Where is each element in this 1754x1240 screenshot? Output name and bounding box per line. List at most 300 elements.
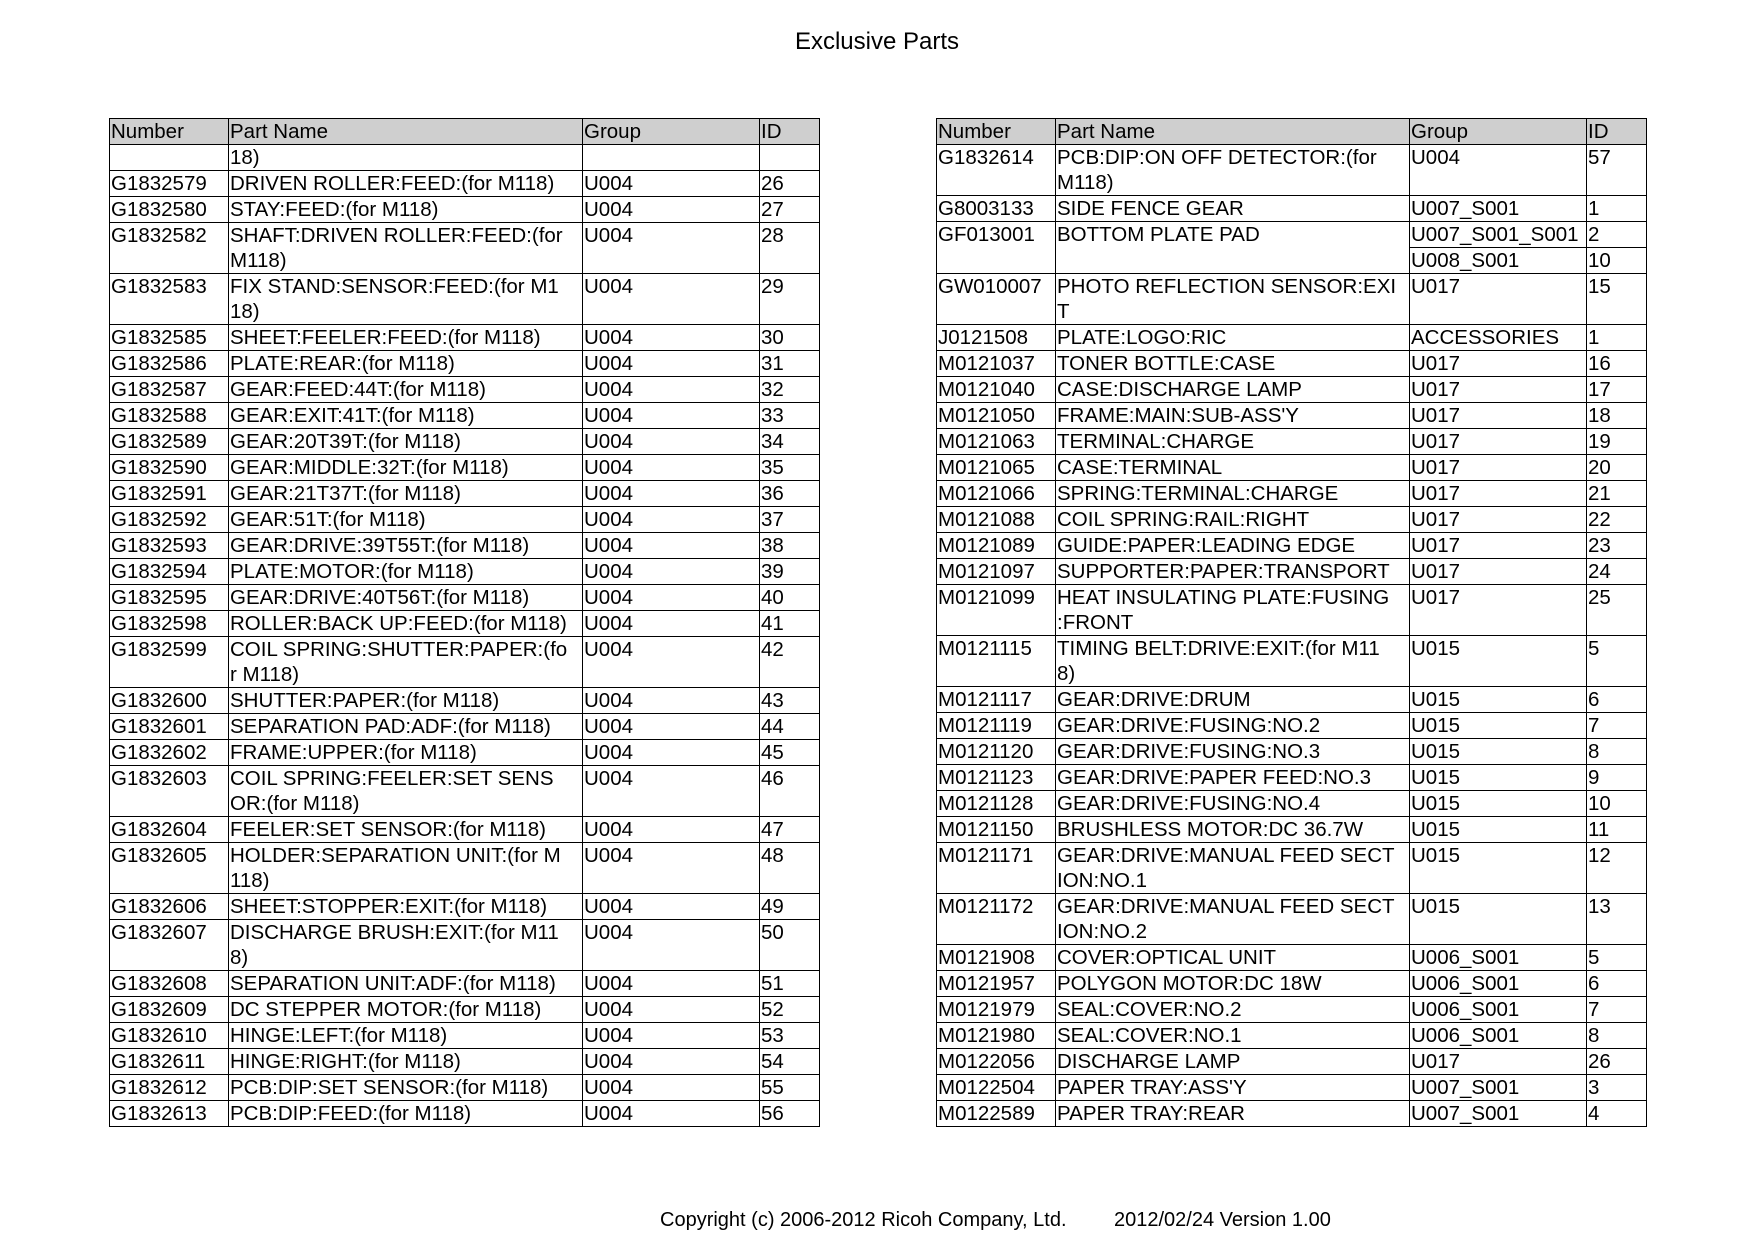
cell-number: G1832613 [110,1101,229,1127]
cell-number: M0121128 [937,791,1056,817]
cell-group: U004 [583,171,760,197]
table-row [110,377,820,403]
cell-id [760,145,820,171]
cell-group: U017 [1410,559,1587,585]
cell-part-name: FRAME:UPPER:(for M118) [229,740,583,766]
cell-part-name: SHAFT:DRIVEN ROLLER:FEED:(for M118) [229,223,583,274]
cell-id: 38 [760,533,820,559]
cell-id: 52 [760,997,820,1023]
cell-id: 11 [1587,817,1647,843]
cell-part-name: FIX STAND:SENSOR:FEED:(for M1 18) [229,274,583,325]
cell-id: 22 [1587,507,1647,533]
cell-id: 20 [1587,455,1647,481]
cell-id: 30 [760,325,820,351]
cell-group: U004 [583,274,760,325]
cell-id: 8 [1587,1023,1647,1049]
cell-part-name: PAPER TRAY:ASS'Y [1056,1075,1410,1101]
cell-id: 56 [760,1101,820,1127]
cell-id: 6 [1587,971,1647,997]
cell-part-name: COIL SPRING:FEELER:SET SENS OR:(for M118) [229,766,583,817]
cell-part-name: GEAR:DRIVE:MANUAL FEED SECT ION:NO.1 [1056,843,1410,894]
cell-id: 8 [1587,739,1647,765]
cell-group: U004 [583,377,760,403]
column-header-part-name: Part Name [229,119,583,145]
cell-id: 34 [760,429,820,455]
table-row [937,325,1647,351]
cell-number: M0121050 [937,403,1056,429]
cell-number: G1832580 [110,197,229,223]
cell-group: U007_S001_S001 [1410,222,1587,248]
cell-group: U006_S001 [1410,945,1587,971]
cell-part-name: GEAR:DRIVE:PAPER FEED:NO.3 [1056,765,1410,791]
cell-part-name: GEAR:DRIVE:FUSING:NO.2 [1056,713,1410,739]
cell-part-name: HOLDER:SEPARATION UNIT:(for M 118) [229,843,583,894]
cell-part-name: BRUSHLESS MOTOR:DC 36.7W [1056,817,1410,843]
cell-number: G1832592 [110,507,229,533]
cell-part-name: CASE:TERMINAL [1056,455,1410,481]
cell-number: G1832588 [110,403,229,429]
cell-number: G1832593 [110,533,229,559]
cell-group: U004 [583,585,760,611]
cell-id: 9 [1587,765,1647,791]
cell-part-name: TIMING BELT:DRIVE:EXIT:(for M11 8) [1056,636,1410,687]
parts-table-right [936,118,1647,1127]
cell-id: 5 [1587,636,1647,687]
table-row [110,481,820,507]
cell-number: GF013001 [937,222,1056,274]
table-row [937,1075,1647,1101]
cell-number: M0121065 [937,455,1056,481]
cell-group: U004 [583,455,760,481]
cell-part-name: COVER:OPTICAL UNIT [1056,945,1410,971]
cell-id: 16 [1587,351,1647,377]
cell-part-name: GUIDE:PAPER:LEADING EDGE [1056,533,1410,559]
cell-id: 57 [1587,145,1647,196]
cell-group: U004 [583,403,760,429]
cell-id: 36 [760,481,820,507]
cell-group: U004 [583,843,760,894]
cell-group: U004 [583,817,760,843]
cell-group: U006_S001 [1410,971,1587,997]
cell-part-name: PAPER TRAY:REAR [1056,1101,1410,1127]
table-header-row [937,119,1647,145]
cell-group: U004 [583,971,760,997]
cell-group: U015 [1410,817,1587,843]
cell-part-name: GEAR:DRIVE:FUSING:NO.4 [1056,791,1410,817]
cell-group: U004 [583,611,760,637]
cell-number: G1832606 [110,894,229,920]
cell-number: M0121171 [937,843,1056,894]
cell-part-name: COIL SPRING:RAIL:RIGHT [1056,507,1410,533]
cell-part-name: SIDE FENCE GEAR [1056,196,1410,222]
cell-id: 41 [760,611,820,637]
column-header-part-name: Part Name [1056,119,1410,145]
table-row [110,766,820,817]
cell-id: 54 [760,1049,820,1075]
cell-part-name: PLATE:LOGO:RIC [1056,325,1410,351]
table-row [110,351,820,377]
column-header-id: ID [760,119,820,145]
table-row [937,817,1647,843]
cell-group: U004 [583,637,760,688]
cell-number: G1832587 [110,377,229,403]
page-title: Exclusive Parts [794,28,960,55]
parts-table-body [937,145,1647,1127]
cell-group: U017 [1410,403,1587,429]
table-row [110,325,820,351]
cell-part-name: POLYGON MOTOR:DC 18W [1056,971,1410,997]
cell-part-name: PCB:DIP:FEED:(for M118) [229,1101,583,1127]
table-row [937,222,1647,248]
cell-part-name: DISCHARGE BRUSH:EXIT:(for M11 8) [229,920,583,971]
table-header-row [110,119,820,145]
cell-id: 23 [1587,533,1647,559]
cell-group: U017 [1410,507,1587,533]
column-header-id: ID [1587,119,1647,145]
cell-number: G1832607 [110,920,229,971]
cell-part-name: FEELER:SET SENSOR:(for M118) [229,817,583,843]
table-row [937,274,1647,325]
cell-id: 3 [1587,1075,1647,1101]
cell-number: M0121150 [937,817,1056,843]
cell-number: M0121172 [937,894,1056,945]
cell-number: G1832583 [110,274,229,325]
table-row [110,997,820,1023]
cell-group: U004 [583,688,760,714]
cell-group: U015 [1410,739,1587,765]
table-row [110,920,820,971]
cell-part-name: HINGE:RIGHT:(for M118) [229,1049,583,1075]
cell-part-name: GEAR:EXIT:41T:(for M118) [229,403,583,429]
cell-part-name: SEAL:COVER:NO.1 [1056,1023,1410,1049]
cell-group: U004 [583,429,760,455]
cell-id: 45 [760,740,820,766]
table-row [937,533,1647,559]
copyright-text: Copyright (c) 2006-2012 Ricoh Company, Ltd. [660,1209,1067,1231]
cell-group: U017 [1410,481,1587,507]
cell-part-name: HINGE:LEFT:(for M118) [229,1023,583,1049]
cell-id: 10 [1587,248,1647,274]
cell-number: G1832601 [110,714,229,740]
table-row [937,687,1647,713]
table-row [110,1049,820,1075]
cell-group: U004 [583,325,760,351]
cell-number: M0122589 [937,1101,1056,1127]
cell-id: 7 [1587,997,1647,1023]
table-row [110,171,820,197]
table-row [110,1101,820,1127]
cell-part-name: SEPARATION UNIT:ADF:(for M118) [229,971,583,997]
cell-part-name: SHEET:STOPPER:EXIT:(for M118) [229,894,583,920]
cell-number: M0121979 [937,997,1056,1023]
table-row [937,585,1647,636]
cell-part-name: FRAME:MAIN:SUB-ASS'Y [1056,403,1410,429]
cell-group: U015 [1410,687,1587,713]
cell-number: G1832589 [110,429,229,455]
cell-part-name: SEPARATION PAD:ADF:(for M118) [229,714,583,740]
cell-id: 42 [760,637,820,688]
cell-number: G1832591 [110,481,229,507]
cell-part-name: GEAR:20T39T:(for M118) [229,429,583,455]
cell-number: M0121123 [937,765,1056,791]
cell-number: M0121089 [937,533,1056,559]
cell-part-name: SHEET:FEELER:FEED:(for M118) [229,325,583,351]
table-row [937,351,1647,377]
cell-part-name: SHUTTER:PAPER:(for M118) [229,688,583,714]
table-row [937,1023,1647,1049]
parts-table-left [109,118,820,1127]
cell-id: 37 [760,507,820,533]
table-row [937,739,1647,765]
cell-group: U004 [1410,145,1587,196]
cell-part-name: GEAR:FEED:44T:(for M118) [229,377,583,403]
cell-id: 10 [1587,791,1647,817]
cell-id: 43 [760,688,820,714]
cell-number: M0121063 [937,429,1056,455]
cell-id: 5 [1587,945,1647,971]
cell-id: 31 [760,351,820,377]
cell-group: U015 [1410,765,1587,791]
cell-id: 15 [1587,274,1647,325]
table-row [110,714,820,740]
table-row [110,843,820,894]
cell-number: M0121088 [937,507,1056,533]
cell-group: U007_S001 [1410,1101,1587,1127]
cell-number: M0121120 [937,739,1056,765]
table-row [937,971,1647,997]
cell-part-name: SPRING:TERMINAL:CHARGE [1056,481,1410,507]
cell-id: 4 [1587,1101,1647,1127]
table-row [937,507,1647,533]
column-header-number: Number [937,119,1056,145]
table-row [110,145,820,171]
table-row [937,455,1647,481]
table-row [937,945,1647,971]
cell-number: G1832604 [110,817,229,843]
cell-id: 26 [760,171,820,197]
table-row [937,791,1647,817]
cell-group: U008_S001 [1410,248,1587,274]
cell-id: 32 [760,377,820,403]
cell-part-name: PCB:DIP:SET SENSOR:(for M118) [229,1075,583,1101]
cell-number: G1832605 [110,843,229,894]
cell-part-name: ROLLER:BACK UP:FEED:(for M118) [229,611,583,637]
table-row [937,1101,1647,1127]
cell-part-name: TERMINAL:CHARGE [1056,429,1410,455]
cell-group: U004 [583,533,760,559]
table-row [937,377,1647,403]
cell-number: G1832603 [110,766,229,817]
table-row [937,429,1647,455]
cell-group: U004 [583,1075,760,1101]
cell-part-name: GEAR:DRIVE:39T55T:(for M118) [229,533,583,559]
cell-id: 19 [1587,429,1647,455]
cell-part-name: PLATE:MOTOR:(for M118) [229,559,583,585]
table-row [110,197,820,223]
cell-part-name: GEAR:21T37T:(for M118) [229,481,583,507]
cell-group: U017 [1410,585,1587,636]
cell-group: U015 [1410,713,1587,739]
cell-group: U004 [583,766,760,817]
cell-id: 6 [1587,687,1647,713]
column-header-group: Group [583,119,760,145]
cell-group: U017 [1410,533,1587,559]
cell-id: 18 [1587,403,1647,429]
cell-number: M0122056 [937,1049,1056,1075]
cell-group: U017 [1410,429,1587,455]
cell-id: 26 [1587,1049,1647,1075]
table-row [110,740,820,766]
cell-part-name: BOTTOM PLATE PAD [1056,222,1410,274]
cell-id: 39 [760,559,820,585]
table-row [937,559,1647,585]
cell-number: M0121957 [937,971,1056,997]
cell-number: M0121119 [937,713,1056,739]
cell-group: ACCESSORIES [1410,325,1587,351]
cell-part-name: GEAR:DRIVE:40T56T:(for M118) [229,585,583,611]
cell-part-name: TONER BOTTLE:CASE [1056,351,1410,377]
cell-id: 25 [1587,585,1647,636]
cell-group: U007_S001 [1410,1075,1587,1101]
cell-group: U004 [583,997,760,1023]
cell-id: 48 [760,843,820,894]
table-row [110,971,820,997]
table-row [937,997,1647,1023]
cell-number: G1832609 [110,997,229,1023]
cell-id: 1 [1587,325,1647,351]
cell-group: U015 [1410,894,1587,945]
cell-group: U017 [1410,351,1587,377]
cell-group: U017 [1410,1049,1587,1075]
table-row [937,713,1647,739]
cell-group: U004 [583,714,760,740]
cell-part-name: DISCHARGE LAMP [1056,1049,1410,1075]
cell-id: 28 [760,223,820,274]
cell-id: 49 [760,894,820,920]
cell-number: G1832608 [110,971,229,997]
table-row [110,817,820,843]
cell-group: U004 [583,559,760,585]
cell-number: G1832586 [110,351,229,377]
cell-id: 1 [1587,196,1647,222]
cell-number: M0121908 [937,945,1056,971]
cell-id: 46 [760,766,820,817]
cell-part-name: DRIVEN ROLLER:FEED:(for M118) [229,171,583,197]
cell-number: G8003133 [937,196,1056,222]
cell-part-name: SEAL:COVER:NO.2 [1056,997,1410,1023]
cell-number: G1832612 [110,1075,229,1101]
cell-number: M0121980 [937,1023,1056,1049]
column-header-group: Group [1410,119,1587,145]
cell-number: G1832614 [937,145,1056,196]
cell-number: M0122504 [937,1075,1056,1101]
cell-number: G1832599 [110,637,229,688]
cell-id: 55 [760,1075,820,1101]
cell-group: U004 [583,1049,760,1075]
cell-id: 50 [760,920,820,971]
cell-id: 35 [760,455,820,481]
table-row [110,637,820,688]
cell-number [110,145,229,171]
cell-group: U007_S001 [1410,196,1587,222]
cell-group: U015 [1410,636,1587,687]
cell-part-name: 18) [229,145,583,171]
cell-group: U004 [583,351,760,377]
cell-number: M0121097 [937,559,1056,585]
cell-number: G1832602 [110,740,229,766]
cell-id: 17 [1587,377,1647,403]
cell-id: 13 [1587,894,1647,945]
cell-part-name: GEAR:DRIVE:DRUM [1056,687,1410,713]
cell-group: U006_S001 [1410,1023,1587,1049]
table-row [937,843,1647,894]
table-row [937,636,1647,687]
table-row [110,1023,820,1049]
cell-group: U015 [1410,843,1587,894]
cell-number: M0121037 [937,351,1056,377]
cell-part-name: GEAR:DRIVE:FUSING:NO.3 [1056,739,1410,765]
cell-id: 29 [760,274,820,325]
cell-number: G1832595 [110,585,229,611]
version-text: 2012/02/24 Version 1.00 [1114,1209,1331,1231]
table-row [937,196,1647,222]
cell-id: 27 [760,197,820,223]
table-row [937,403,1647,429]
cell-number: M0121117 [937,687,1056,713]
cell-number: G1832600 [110,688,229,714]
cell-number: M0121099 [937,585,1056,636]
cell-number: M0121115 [937,636,1056,687]
cell-part-name: COIL SPRING:SHUTTER:PAPER:(fo r M118) [229,637,583,688]
table-row [110,1075,820,1101]
parts-table-body [110,145,820,1127]
cell-id: 12 [1587,843,1647,894]
table-row [937,481,1647,507]
table-row [937,894,1647,945]
cell-part-name: GEAR:DRIVE:MANUAL FEED SECT ION:NO.2 [1056,894,1410,945]
cell-group: U004 [583,223,760,274]
cell-number: GW010007 [937,274,1056,325]
cell-id: 47 [760,817,820,843]
cell-id: 24 [1587,559,1647,585]
cell-number: G1832585 [110,325,229,351]
cell-part-name: PCB:DIP:ON OFF DETECTOR:(for M118) [1056,145,1410,196]
table-row [110,894,820,920]
table-row [110,429,820,455]
table-row [937,145,1647,196]
table-row [110,585,820,611]
cell-group: U017 [1410,377,1587,403]
cell-group: U015 [1410,791,1587,817]
table-row [110,223,820,274]
cell-group: U004 [583,481,760,507]
cell-id: 51 [760,971,820,997]
cell-number: M0121066 [937,481,1056,507]
cell-id: 44 [760,714,820,740]
cell-part-name: HEAT INSULATING PLATE:FUSING :FRONT [1056,585,1410,636]
cell-id: 40 [760,585,820,611]
table-row [110,611,820,637]
cell-id: 33 [760,403,820,429]
cell-number: G1832598 [110,611,229,637]
cell-id: 2 [1587,222,1647,248]
cell-part-name: STAY:FEED:(for M118) [229,197,583,223]
table-row [937,765,1647,791]
cell-group: U004 [583,740,760,766]
cell-id: 7 [1587,713,1647,739]
table-row [110,533,820,559]
cell-id: 21 [1587,481,1647,507]
